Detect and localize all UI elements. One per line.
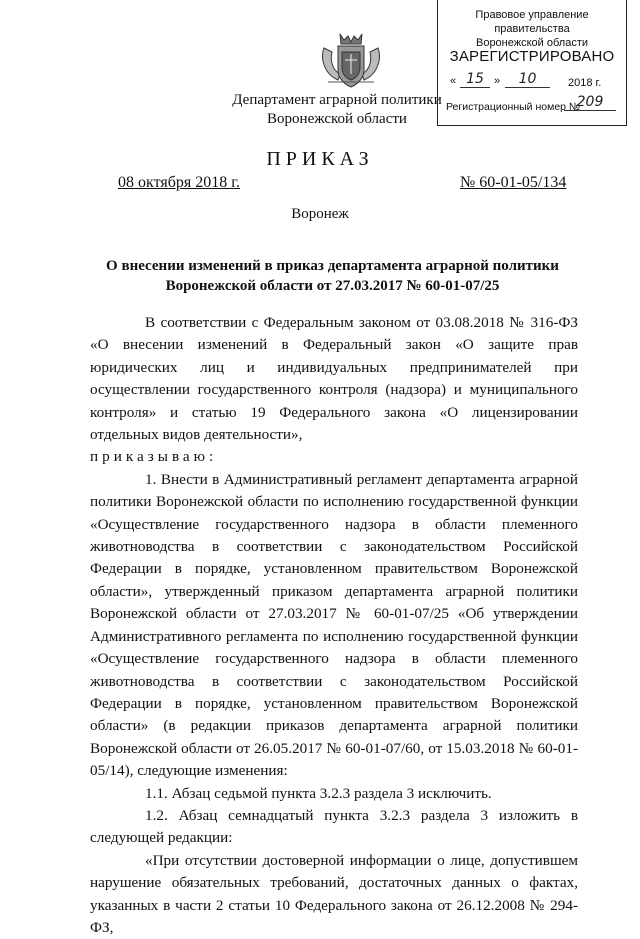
intro-paragraph: В соответствии с Федеральным законом от 03.08.2018 № 316-ФЗ «О внесении изменений в Федеральный закон «О защите прав юридических лиц и индивидуальных предпринимателей при осуществлении государственного контроля (надзора) и муниципального контроля» и статью 19 Федерального закона «О лицензировании отдельных видов деятельности», xyxy=(90,314,578,444)
order-directive: приказываю: xyxy=(90,448,218,466)
stamp-year: 2018 г. xyxy=(568,77,602,89)
order-body xyxy=(90,312,578,939)
registration-stamp xyxy=(437,0,627,126)
stamp-day: 15 xyxy=(460,71,490,88)
order-subject xyxy=(90,256,575,296)
stamp-organization xyxy=(438,8,626,50)
item-1-2-paragraph: 1.2. Абзац семнадцатый пункта 3.2.3 раздела 3 изложить в следующей редакции: xyxy=(90,806,578,847)
department-line-1: Департамент аграрной политики xyxy=(232,92,442,108)
stamp-org-line-2: Воронежской области xyxy=(475,37,588,49)
document-title: ПРИКАЗ xyxy=(266,148,374,170)
stamp-month: 10 xyxy=(505,71,550,88)
item-1-paragraph: 1. Внести в Административный регламент департамента аграрной политики Воронежской области по исполнению государственной функции «Осуществление государственного надзора в области племенного животноводства в соответствии с законодательством Российской Федерации в порядке, установленном правительством Воронежской области», утвержденный приказом департамента аграрной политики Воронежской области от 27.03.2017 № 60-01-07/25 «Об утверждении Административного регламента по исполнению государственной функции «Осуществление государственного надзора в области племенного животноводства в соответствии с законодательством Российской Федерации в порядке, установленном правительством Воронежской области» (в редакции приказов департамента аграрной политики Воронежской области от 26.05.2017 № 60-01-07/60, от 15.03.2018 № 60-01-05/14), следующие изменения: xyxy=(90,470,578,780)
stamp-reg-number-label: Регистрационный номер № xyxy=(446,101,581,113)
department-line-2: Воронежской области xyxy=(267,111,407,127)
stamp-reg-number: 209 xyxy=(564,94,616,111)
stamp-registered-label: ЗАРЕГИСТРИРОВАНО xyxy=(449,48,615,65)
stamp-quote-open: « xyxy=(450,75,457,87)
stamp-date xyxy=(450,71,602,89)
subject-line-1: О внесении изменений в приказ департамента аграрной политики xyxy=(106,258,559,274)
stamp-org-line-1: Правовое управление правительства xyxy=(475,9,589,35)
order-number: № 60-01-05/134 xyxy=(460,174,567,191)
subject-line-2: Воронежской области от 27.03.2017 № 60-01-07/25 xyxy=(165,278,500,294)
item-1-1-paragraph: 1.1. Абзац седьмой пункта 3.2.3 раздела 3 исключить. xyxy=(145,784,492,802)
coat-of-arms-emblem xyxy=(318,30,384,90)
department-name xyxy=(226,91,448,129)
stamp-quote-close: » xyxy=(494,75,501,87)
order-city: Воронеж xyxy=(291,206,349,222)
quote-paragraph: «При отсутствии достоверной информации о лице, допустившем нарушение обязательных требований, достаточных данных о фактах, указанных в части 2 статьи 10 Федерального закона от 26.12.2008 № 294-ФЗ, xyxy=(90,851,578,936)
order-date: 08 октября 2018 г. xyxy=(118,174,240,191)
